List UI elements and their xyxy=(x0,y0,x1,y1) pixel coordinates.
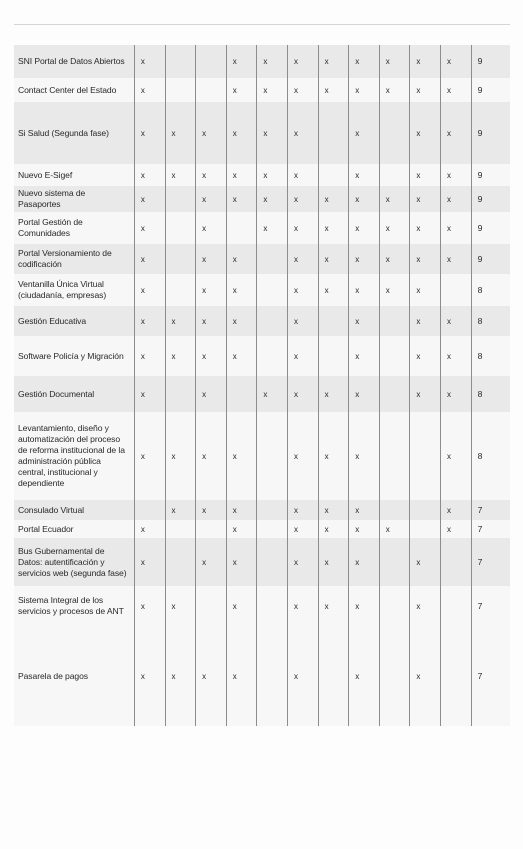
criterion-mark-cell xyxy=(379,500,410,520)
criterion-mark-cell xyxy=(318,336,349,376)
criterion-mark-cell: x xyxy=(349,164,380,186)
criterion-mark-cell xyxy=(410,412,441,500)
criterion-mark-cell: x xyxy=(318,412,349,500)
criterion-mark-cell: x xyxy=(318,212,349,244)
criterion-mark-cell: x xyxy=(134,244,165,274)
criterion-mark-cell: x xyxy=(410,336,441,376)
criterion-mark-cell: x xyxy=(441,45,472,78)
criterion-mark-cell: x xyxy=(379,244,410,274)
criterion-mark-cell: x xyxy=(257,78,288,102)
criterion-mark-cell xyxy=(257,586,288,626)
criterion-mark-cell xyxy=(257,306,288,336)
criterion-mark-cell: x xyxy=(165,626,196,726)
criterion-mark-cell xyxy=(257,626,288,726)
table-row xyxy=(14,212,510,244)
criterion-mark-cell: x xyxy=(257,45,288,78)
criterion-mark-cell: x xyxy=(349,306,380,336)
criterion-mark-cell: x xyxy=(226,336,257,376)
criterion-mark-cell xyxy=(165,244,196,274)
criterion-mark-cell: x xyxy=(410,212,441,244)
criterion-mark-cell: x xyxy=(287,274,318,306)
criterion-mark-cell: x xyxy=(226,186,257,212)
criterion-mark-cell: x xyxy=(410,164,441,186)
criterion-mark-cell: x xyxy=(318,274,349,306)
criterion-mark-cell: x xyxy=(441,78,472,102)
criterion-mark-cell: x xyxy=(379,274,410,306)
criterion-mark-cell: x xyxy=(287,626,318,726)
total-score-cell: 9 xyxy=(471,164,510,186)
criterion-mark-cell: x xyxy=(410,376,441,412)
criterion-mark-cell: x xyxy=(134,78,165,102)
criterion-mark-cell: x xyxy=(318,45,349,78)
criterion-mark-cell: x xyxy=(441,244,472,274)
criterion-mark-cell xyxy=(165,186,196,212)
project-name-cell: Nuevo E-Sigef xyxy=(14,164,134,186)
criterion-mark-cell: x xyxy=(134,520,165,538)
total-score-cell: 9 xyxy=(471,78,510,102)
criterion-mark-cell: x xyxy=(196,186,227,212)
criterion-mark-cell: x xyxy=(349,586,380,626)
table-row xyxy=(14,500,510,520)
criterion-mark-cell xyxy=(379,586,410,626)
criterion-mark-cell: x xyxy=(441,212,472,244)
criterion-mark-cell: x xyxy=(349,45,380,78)
project-name-cell: Portal Gestión de Comunidades xyxy=(14,212,134,244)
criterion-mark-cell: x xyxy=(287,520,318,538)
criterion-mark-cell: x xyxy=(441,500,472,520)
criterion-mark-cell: x xyxy=(349,78,380,102)
criterion-mark-cell: x xyxy=(441,412,472,500)
criterion-mark-cell: x xyxy=(165,586,196,626)
criterion-mark-cell xyxy=(441,538,472,586)
criterion-mark-cell: x xyxy=(441,164,472,186)
criterion-mark-cell: x xyxy=(287,78,318,102)
criterion-mark-cell: x xyxy=(196,102,227,164)
criterion-mark-cell xyxy=(441,586,472,626)
criterion-mark-cell: x xyxy=(165,102,196,164)
project-name-cell: Pasarela de pagos xyxy=(14,626,134,726)
criterion-mark-cell: x xyxy=(410,244,441,274)
criterion-mark-cell xyxy=(165,520,196,538)
criterion-mark-cell: x xyxy=(134,186,165,212)
criterion-mark-cell xyxy=(441,626,472,726)
criterion-mark-cell: x xyxy=(441,186,472,212)
criterion-mark-cell xyxy=(379,538,410,586)
total-score-cell: 7 xyxy=(471,538,510,586)
criterion-mark-cell xyxy=(165,376,196,412)
criterion-mark-cell: x xyxy=(349,102,380,164)
total-score-cell: 8 xyxy=(471,376,510,412)
total-score-cell: 9 xyxy=(471,244,510,274)
criterion-mark-cell: x xyxy=(226,586,257,626)
criterion-mark-cell xyxy=(379,306,410,336)
criterion-mark-cell: x xyxy=(226,164,257,186)
criterion-mark-cell xyxy=(165,45,196,78)
total-score-cell: 9 xyxy=(471,186,510,212)
project-name-cell: Gestión Documental xyxy=(14,376,134,412)
criterion-mark-cell: x xyxy=(257,186,288,212)
criterion-mark-cell: x xyxy=(134,412,165,500)
criterion-mark-cell: x xyxy=(287,212,318,244)
criterion-mark-cell: x xyxy=(196,212,227,244)
criterion-mark-cell: x xyxy=(165,500,196,520)
project-name-cell: Portal Versionamiento de codificación xyxy=(14,244,134,274)
criterion-mark-cell: x xyxy=(318,376,349,412)
table-row xyxy=(14,102,510,164)
criterion-mark-cell: x xyxy=(318,500,349,520)
total-score-cell: 7 xyxy=(471,500,510,520)
criterion-mark-cell: x xyxy=(379,45,410,78)
criterion-mark-cell xyxy=(410,520,441,538)
project-name-cell: Nuevo sistema de Pasaportes xyxy=(14,186,134,212)
project-name-cell: Bus Gubernamental de Datos: autentificación y servicios web (segunda fase) xyxy=(14,538,134,586)
criterion-mark-cell: x xyxy=(134,45,165,78)
criterion-mark-cell: x xyxy=(349,274,380,306)
criterion-mark-cell: x xyxy=(196,500,227,520)
table-row xyxy=(14,45,510,78)
project-name-cell: Portal Ecuador xyxy=(14,520,134,538)
criterion-mark-cell xyxy=(196,78,227,102)
criterion-mark-cell: x xyxy=(349,500,380,520)
project-name-cell: Contact Center del Estado xyxy=(14,78,134,102)
criterion-mark-cell xyxy=(318,102,349,164)
table-row xyxy=(14,336,510,376)
total-score-cell: 9 xyxy=(471,212,510,244)
criterion-mark-cell xyxy=(196,45,227,78)
criterion-mark-cell: x xyxy=(134,586,165,626)
criterion-mark-cell xyxy=(379,626,410,726)
criterion-mark-cell xyxy=(257,336,288,376)
project-name-cell: Gestión Educativa xyxy=(14,306,134,336)
total-score-cell: 9 xyxy=(471,45,510,78)
criterion-mark-cell: x xyxy=(349,186,380,212)
criterion-mark-cell: x xyxy=(349,376,380,412)
criterion-mark-cell: x xyxy=(287,306,318,336)
criterion-mark-cell: x xyxy=(226,274,257,306)
project-name-cell: Sistema Integral de los servicios y procesos de ANT xyxy=(14,586,134,626)
criterion-mark-cell: x xyxy=(226,102,257,164)
project-name-cell: Levantamiento, diseño y automatización del proceso de reforma institucional de la administración pública central, institucional y dependiente xyxy=(14,412,134,500)
criterion-mark-cell xyxy=(165,538,196,586)
criterion-mark-cell xyxy=(196,586,227,626)
criterion-mark-cell: x xyxy=(196,164,227,186)
table-row xyxy=(14,520,510,538)
criterion-mark-cell: x xyxy=(134,306,165,336)
project-name-cell: SNI Portal de Datos Abiertos xyxy=(14,45,134,78)
criterion-mark-cell: x xyxy=(134,102,165,164)
criterion-mark-cell: x xyxy=(196,336,227,376)
criterion-mark-cell xyxy=(165,78,196,102)
criterion-mark-cell xyxy=(257,274,288,306)
criterion-mark-cell: x xyxy=(410,78,441,102)
table-row xyxy=(14,538,510,586)
criterion-mark-cell: x xyxy=(441,520,472,538)
criterion-mark-cell: x xyxy=(318,78,349,102)
total-score-cell: 8 xyxy=(471,274,510,306)
criterion-mark-cell: x xyxy=(318,520,349,538)
criterion-mark-cell: x xyxy=(379,520,410,538)
top-rule xyxy=(14,24,510,25)
criterion-mark-cell: x xyxy=(349,412,380,500)
table-row xyxy=(14,306,510,336)
criterion-mark-cell: x xyxy=(134,212,165,244)
table-row xyxy=(14,244,510,274)
criterion-mark-cell: x xyxy=(318,538,349,586)
criterion-mark-cell: x xyxy=(257,376,288,412)
criterion-mark-cell: x xyxy=(134,274,165,306)
criterion-mark-cell: x xyxy=(441,336,472,376)
criterion-mark-cell: x xyxy=(287,500,318,520)
criterion-mark-cell: x xyxy=(349,212,380,244)
criterion-mark-cell: x xyxy=(196,244,227,274)
table-row xyxy=(14,586,510,626)
total-score-cell: 8 xyxy=(471,306,510,336)
criterion-mark-cell: x xyxy=(165,412,196,500)
criterion-mark-cell xyxy=(379,164,410,186)
table-row xyxy=(14,626,510,726)
total-score-cell: 7 xyxy=(471,520,510,538)
criterion-mark-cell: x xyxy=(379,186,410,212)
criterion-mark-cell xyxy=(379,336,410,376)
table-row xyxy=(14,186,510,212)
criterion-mark-cell: x xyxy=(134,164,165,186)
criterion-mark-cell: x xyxy=(257,102,288,164)
criterion-mark-cell: x xyxy=(226,500,257,520)
criterion-mark-cell xyxy=(226,212,257,244)
project-name-cell: Software Policía y Migración xyxy=(14,336,134,376)
criterion-mark-cell xyxy=(318,306,349,336)
criterion-mark-cell: x xyxy=(287,164,318,186)
project-name-cell: Ventanilla Única Virtual (ciudadanía, empresas) xyxy=(14,274,134,306)
criterion-mark-cell: x xyxy=(134,336,165,376)
criterion-mark-cell: x xyxy=(287,102,318,164)
criterion-mark-cell xyxy=(379,376,410,412)
total-score-cell: 7 xyxy=(471,586,510,626)
criterion-mark-cell: x xyxy=(287,244,318,274)
table-row xyxy=(14,78,510,102)
criterion-mark-cell: x xyxy=(165,336,196,376)
criterion-mark-cell: x xyxy=(441,306,472,336)
total-score-cell: 9 xyxy=(471,102,510,164)
total-score-cell: 8 xyxy=(471,336,510,376)
criterion-mark-cell: x xyxy=(441,376,472,412)
criterion-mark-cell xyxy=(379,412,410,500)
criterion-mark-cell: x xyxy=(287,376,318,412)
criterion-mark-cell: x xyxy=(226,244,257,274)
table-row xyxy=(14,376,510,412)
criterion-mark-cell: x xyxy=(196,306,227,336)
criterion-mark-cell: x xyxy=(349,538,380,586)
project-matrix-table xyxy=(14,45,510,726)
criterion-mark-cell xyxy=(318,626,349,726)
criterion-mark-cell: x xyxy=(410,626,441,726)
criterion-mark-cell: x xyxy=(257,212,288,244)
criterion-mark-cell xyxy=(257,244,288,274)
matrix-body xyxy=(14,45,510,726)
criterion-mark-cell: x xyxy=(226,538,257,586)
criterion-mark-cell: x xyxy=(410,274,441,306)
criterion-mark-cell: x xyxy=(318,186,349,212)
criterion-mark-cell xyxy=(257,500,288,520)
criterion-mark-cell: x xyxy=(318,244,349,274)
criterion-mark-cell: x xyxy=(226,520,257,538)
criterion-mark-cell xyxy=(410,500,441,520)
criterion-mark-cell xyxy=(441,274,472,306)
criterion-mark-cell: x xyxy=(410,186,441,212)
total-score-cell: 8 xyxy=(471,412,510,500)
criterion-mark-cell: x xyxy=(410,586,441,626)
criterion-mark-cell: x xyxy=(165,164,196,186)
criterion-mark-cell: x xyxy=(287,538,318,586)
criterion-mark-cell: x xyxy=(379,78,410,102)
criterion-mark-cell: x xyxy=(196,412,227,500)
criterion-mark-cell: x xyxy=(287,186,318,212)
criterion-mark-cell xyxy=(134,500,165,520)
criterion-mark-cell: x xyxy=(257,164,288,186)
criterion-mark-cell: x xyxy=(226,412,257,500)
criterion-mark-cell: x xyxy=(226,78,257,102)
criterion-mark-cell xyxy=(257,520,288,538)
table-row xyxy=(14,274,510,306)
criterion-mark-cell: x xyxy=(196,538,227,586)
criterion-mark-cell: x xyxy=(196,626,227,726)
criterion-mark-cell: x xyxy=(287,45,318,78)
criterion-mark-cell: x xyxy=(410,45,441,78)
criterion-mark-cell: x xyxy=(349,244,380,274)
criterion-mark-cell xyxy=(257,538,288,586)
criterion-mark-cell: x xyxy=(441,102,472,164)
table-row xyxy=(14,412,510,500)
criterion-mark-cell xyxy=(257,412,288,500)
criterion-mark-cell: x xyxy=(196,376,227,412)
criterion-mark-cell xyxy=(196,520,227,538)
criterion-mark-cell: x xyxy=(349,520,380,538)
criterion-mark-cell: x xyxy=(287,586,318,626)
criterion-mark-cell: x xyxy=(134,538,165,586)
criterion-mark-cell: x xyxy=(226,626,257,726)
criterion-mark-cell: x xyxy=(287,336,318,376)
project-name-cell: Consulado Virtual xyxy=(14,500,134,520)
criterion-mark-cell: x xyxy=(318,586,349,626)
criterion-mark-cell: x xyxy=(410,102,441,164)
criterion-mark-cell: x xyxy=(165,306,196,336)
criterion-mark-cell: x xyxy=(349,336,380,376)
criterion-mark-cell: x xyxy=(410,306,441,336)
criterion-mark-cell: x xyxy=(134,376,165,412)
criterion-mark-cell xyxy=(165,212,196,244)
criterion-mark-cell: x xyxy=(226,45,257,78)
criterion-mark-cell xyxy=(379,102,410,164)
total-score-cell: 7 xyxy=(471,626,510,726)
criterion-mark-cell: x xyxy=(134,626,165,726)
criterion-mark-cell xyxy=(165,274,196,306)
criterion-mark-cell: x xyxy=(349,626,380,726)
criterion-mark-cell: x xyxy=(196,274,227,306)
project-name-cell: Si Salud (Segunda fase) xyxy=(14,102,134,164)
criterion-mark-cell: x xyxy=(226,306,257,336)
criterion-mark-cell xyxy=(226,376,257,412)
criterion-mark-cell: x xyxy=(379,212,410,244)
table-row xyxy=(14,164,510,186)
criterion-mark-cell: x xyxy=(287,412,318,500)
criterion-mark-cell: x xyxy=(410,538,441,586)
criterion-mark-cell xyxy=(318,164,349,186)
